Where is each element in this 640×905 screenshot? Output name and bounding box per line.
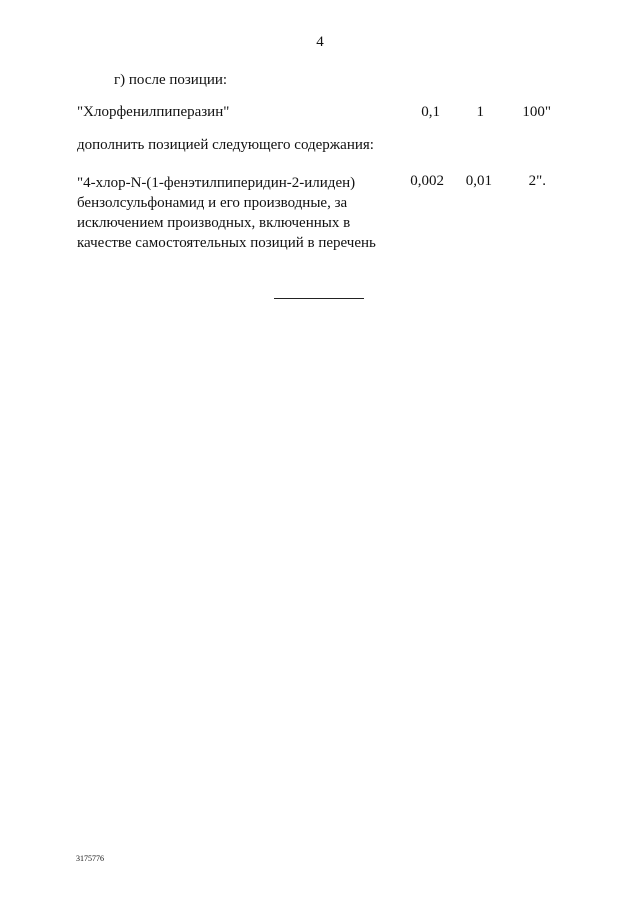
row2-value-2: 0,01 (465, 173, 492, 189)
row2-value-1: 0,002 (410, 173, 444, 189)
row2-name-line: исключением производных, включенных в (77, 215, 351, 231)
section-divider (274, 298, 364, 299)
row1-value-2: 1 (476, 104, 484, 120)
page-number: 4 (316, 34, 324, 50)
row2-name (77, 173, 387, 253)
add-position-line: дополнить позицией следующего содержания: (77, 137, 374, 153)
row2-name-line: качестве самостоятельных позиций в перечень (77, 235, 376, 251)
row2-value-3: 2". (528, 173, 546, 189)
row1-name: "Хлорфенилпиперазин" (77, 104, 230, 120)
row2-name-line: бензолсульфонамид и его производные, за (77, 195, 348, 211)
document-code: 3175776 (76, 854, 104, 863)
row2-name-line: "4-хлор-N-(1-фенэтилпиперидин-2-илиден) (77, 175, 356, 191)
row1-value-3: 100" (522, 104, 551, 120)
row1-value-1: 0,1 (421, 104, 440, 120)
intro-line: г) после позиции: (114, 72, 228, 88)
